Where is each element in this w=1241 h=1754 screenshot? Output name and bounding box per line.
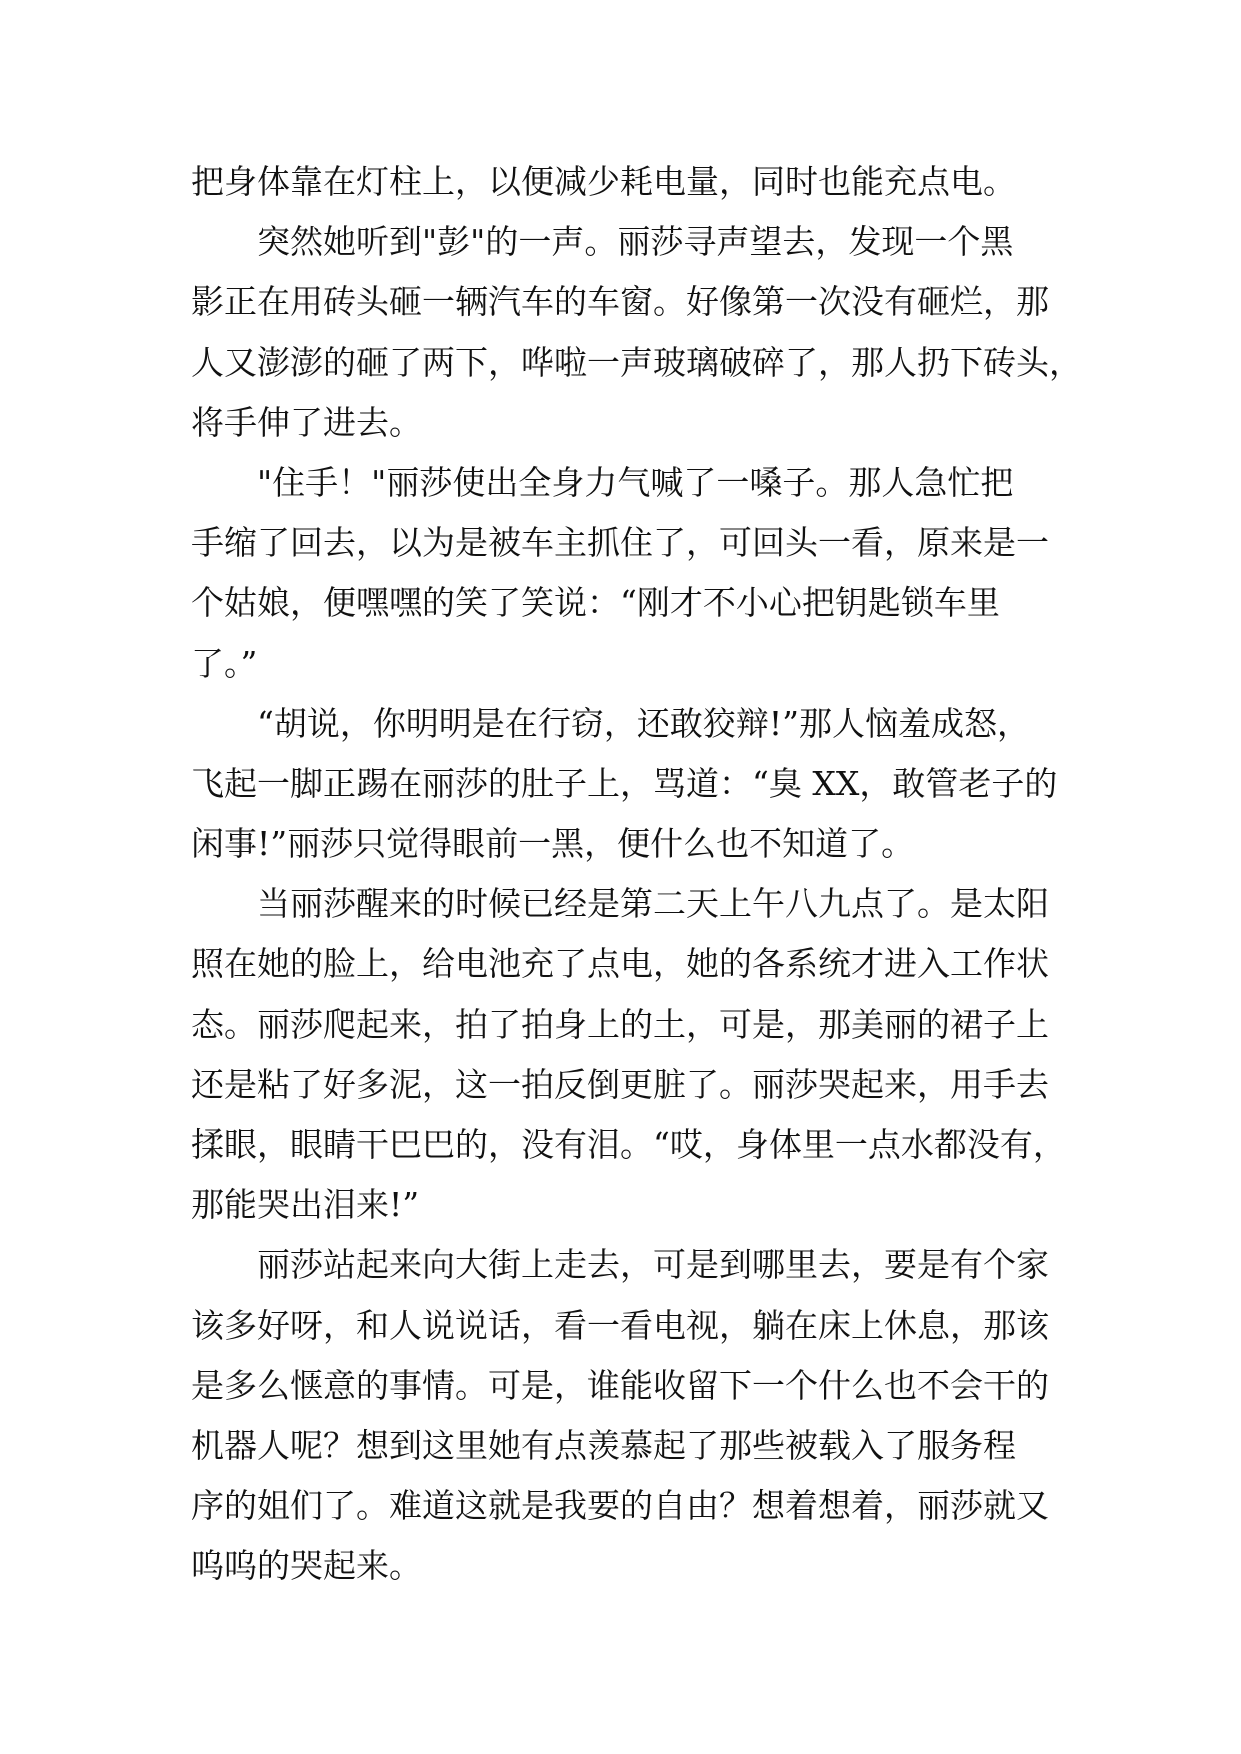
paragraph [191,874,1071,1235]
text-line: 还是粘了好多泥，这一拍反倒更脏了。丽莎哭起来，用手去 [191,1064,1049,1104]
text-line: 人又澎澎的砸了两下，哗啦一声玻璃破碎了，那人扔下砖头， [191,342,1082,382]
text-line: 是多么惬意的事情。可是，谁能收留下一个什么也不会干的 [191,1365,1049,1405]
text-line: 闲事!”丽莎只觉得眼前一黑，便什么也不知道了。 [191,824,915,864]
paragraph [191,212,1082,453]
text-line: 突然她听到"彭"的一声。丽莎寻声望去，发现一个黑 [257,222,1014,262]
text-line: 将手伸了进去。 [191,402,422,442]
text-line: 了。” [191,643,258,683]
text-line: 机器人呢？想到这里她有点羡慕起了那些被载入了服务程 [191,1425,1016,1465]
text-line: 个姑娘，便嘿嘿的笑了笑说：“刚才不小心把钥匙锁车里 [191,583,1000,623]
text-line: "住手！"丽莎使出全身力气喊了一嗓子。那人急忙把 [257,462,1014,502]
text-line: 把身体靠在灯柱上，以便减少耗电量，同时也能充点电。 [191,162,1016,201]
text-line: 该多好呀，和人说说话，看一看电视，躺在床上休息，那该 [191,1305,1049,1345]
text-line: “胡说，你明明是在行窃，还敢狡辩!”那人恼羞成怒， [257,703,1031,743]
paragraph [191,694,1071,875]
text-line: 态。丽莎爬起来，拍了拍身上的土，可是，那美丽的裙子上 [191,1004,1049,1044]
text-line: 呜呜的哭起来。 [191,1546,422,1586]
text-line: 手缩了回去，以为是被车主抓住了，可回头一看，原来是一 [191,523,1049,563]
paragraph [191,1235,1071,1596]
text-line: 飞起一脚正踢在丽莎的肚子上，骂道：“臭 XX，敢管老子的 [191,763,1058,803]
paragraph [191,453,1071,694]
text-line: 丽莎站起来向大街上走去，可是到哪里去，要是有个家 [257,1245,1049,1285]
text-line: 照在她的脸上，给电池充了点电，她的各系统才进入工作状 [191,944,1049,984]
text-line: 那能哭出泪来!” [191,1185,420,1225]
paragraph [191,152,1071,212]
document-body [191,152,1082,1597]
text-line: 序的姐们了。难道这就是我要的自由？想着想着，丽莎就又 [191,1486,1049,1526]
text-line: 揉眼，眼睛干巴巴的，没有泪。“哎，身体里一点水都没有， [191,1125,1066,1164]
text-line: 影正在用砖头砸一辆汽车的车窗。好像第一次没有砸烂，那 [191,282,1049,322]
text-line: 当丽莎醒来的时候已经是第二天上午八九点了。是太阳 [257,884,1049,924]
